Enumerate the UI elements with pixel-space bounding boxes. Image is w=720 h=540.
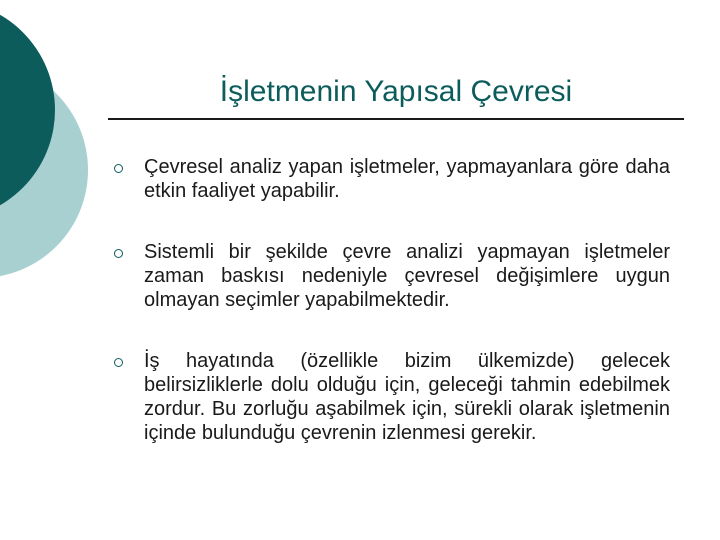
- bullet-text: İş hayatında (özellikle bizim ülkemizde) gelecek belirsizliklerle dolu olduğu için, geleceği tahmin edebilmek zordur. Bu zorluğu aşabilmek için, sürekli olarak işletmenin içinde bulunduğu çevrenin izlenmesi gerekir.: [144, 350, 670, 444]
- bullet-item: [110, 349, 670, 445]
- slide-title: İşletmenin Yapısal Çevresi: [219, 75, 573, 108]
- hollow-circle-bullet-icon: [114, 164, 123, 173]
- bullet-item: [110, 155, 670, 203]
- bullet-item: [110, 240, 670, 312]
- title-divider: [108, 118, 684, 120]
- bullet-text: Sistemli bir şekilde çevre analizi yapmayan işletmeler zaman baskısı nedeniyle çevresel değişimlere uygun olmayan seçimler yapabilmektedir.: [144, 241, 670, 311]
- hollow-circle-bullet-icon: [114, 358, 123, 367]
- decorative-circles-graphic: [0, 0, 120, 300]
- bullet-text: Çevresel analiz yapan işletmeler, yapmayanlara göre daha etkin faaliyet yapabilir.: [144, 156, 670, 202]
- hollow-circle-bullet-icon: [114, 249, 123, 258]
- bullet-list: [110, 155, 670, 445]
